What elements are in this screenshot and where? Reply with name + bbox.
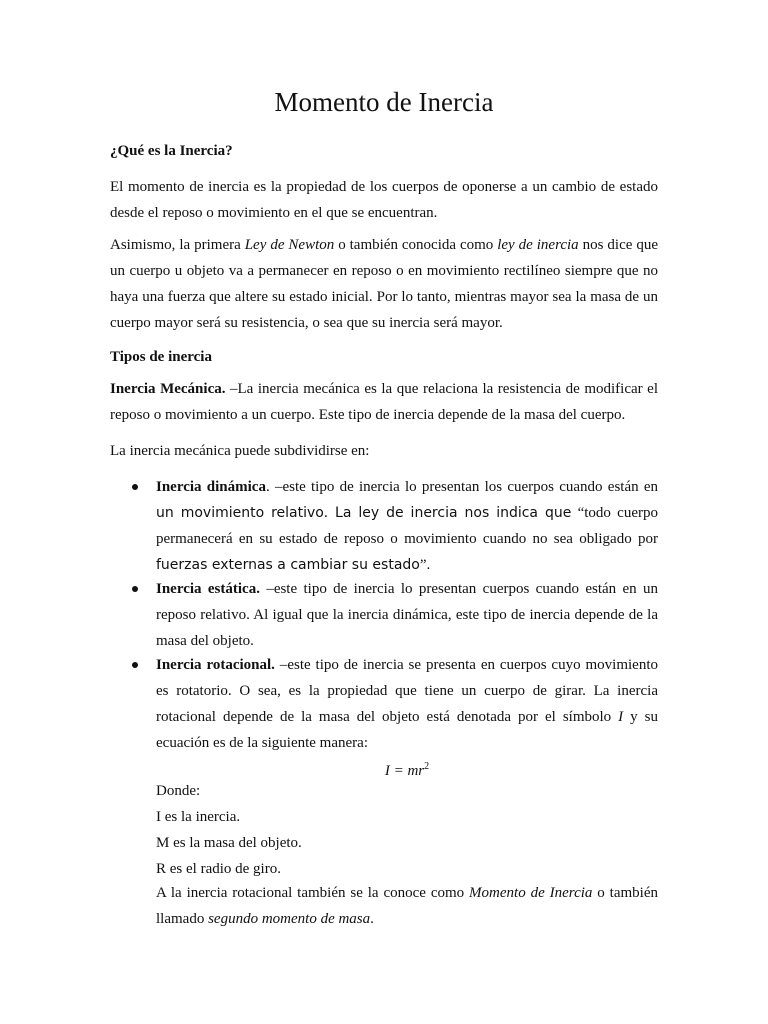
paragraph-definicion: El momento de inercia es la propiedad de los cuerpos de oponerse a un cambio de estado desde el reposo o movimiento en el que se encuentran. bbox=[110, 179, 658, 221]
definition-line: R es el radio de giro. bbox=[156, 861, 281, 877]
inertia-symbol: I bbox=[618, 709, 624, 725]
text-run: “todo cuerpo permanecerá en su estado de reposo o movimiento cuando no sea obligado por bbox=[156, 505, 658, 547]
definition-line: I es la inercia. bbox=[156, 809, 241, 825]
list-item-text bbox=[156, 652, 658, 756]
heading-tipos-inercia: Tipos de inercia bbox=[110, 349, 212, 365]
inercia-rotacional-term: Inercia rotacional. bbox=[156, 657, 275, 673]
bullet-icon bbox=[132, 586, 138, 592]
list-item-text bbox=[156, 576, 658, 654]
inercia-estatica-term: Inercia estática. bbox=[156, 581, 260, 597]
document-title: Momento de Inercia bbox=[274, 87, 494, 117]
momento-inercia-term: Momento de Inercia bbox=[469, 885, 593, 901]
text-run: fuerzas externas a cambiar su estado bbox=[156, 557, 420, 573]
text-run: . –este tipo de inercia lo presentan los cuerpos cuando están en bbox=[265, 479, 658, 495]
inercia-mecanica-term: Inercia Mecánica. bbox=[110, 381, 226, 397]
text-run: A la inercia rotacional también se la conoce como bbox=[156, 885, 470, 901]
paragraph-ley-newton bbox=[110, 232, 658, 336]
heading-que-es-inercia: ¿Qué es la Inercia? bbox=[110, 143, 233, 159]
text-run: Asimismo, la primera bbox=[110, 237, 245, 253]
text-run: –La inercia mecánica es la que relaciona la resistencia de modificar el reposo o movimiento a un cuerpo. Este tipo de inercia depende de la masa del cuerpo. bbox=[110, 381, 658, 423]
segundo-momento-term: segundo momento de masa bbox=[208, 911, 371, 927]
text-run: o también llamado bbox=[156, 885, 659, 927]
formula-base: I = mr bbox=[384, 763, 425, 779]
paragraph-inercia-mecanica bbox=[110, 376, 658, 428]
text-run: o también conocida como bbox=[334, 237, 498, 253]
text-run: –este tipo de inercia se presenta en cuerpos cuyo movimiento es rotatorio. O sea, es la propiedad que tiene un cuerpo de girar. La inercia rotacional depende de la masa del objeto está denotada por el símbolo bbox=[156, 657, 658, 725]
bullet-icon bbox=[132, 484, 138, 490]
list-item-text bbox=[156, 474, 658, 578]
text-run: y su ecuación es de la siguiente manera: bbox=[156, 709, 659, 751]
bullet-icon bbox=[132, 662, 138, 668]
text-run: –este tipo de inercia lo presentan cuerpos cuando están en un reposo relativo. Al igual que la inercia dinámica, este tipo de inercia depende de la masa del objeto. bbox=[156, 581, 658, 649]
inercia-dinamica-term: Inercia dinámica bbox=[156, 479, 266, 495]
paragraph-subdivision: La inercia mecánica puede subdividirse en: bbox=[110, 443, 370, 459]
definition-line: M es la masa del objeto. bbox=[156, 835, 302, 851]
text-run: . bbox=[370, 911, 374, 927]
donde-label: Donde: bbox=[156, 783, 201, 799]
closing-paragraph bbox=[156, 880, 658, 932]
text-run: ”. bbox=[419, 557, 431, 573]
formula-exponent: 2 bbox=[424, 761, 430, 772]
ley-inercia-term: ley de inercia bbox=[497, 237, 579, 253]
text-run: nos dice que un cuerpo u objeto va a permanecer en reposo o en movimiento rectilíneo siempre que no haya una fuerza que altere su estado inicial. Por lo tanto, mientras mayor sea la masa de un cuerpo mayor será su resistencia, o sea que su inercia será mayor. bbox=[110, 237, 658, 331]
ley-newton-term: Ley de Newton bbox=[244, 237, 335, 253]
text-run: un movimiento relativo. La ley de inercia nos indica que bbox=[156, 505, 572, 521]
